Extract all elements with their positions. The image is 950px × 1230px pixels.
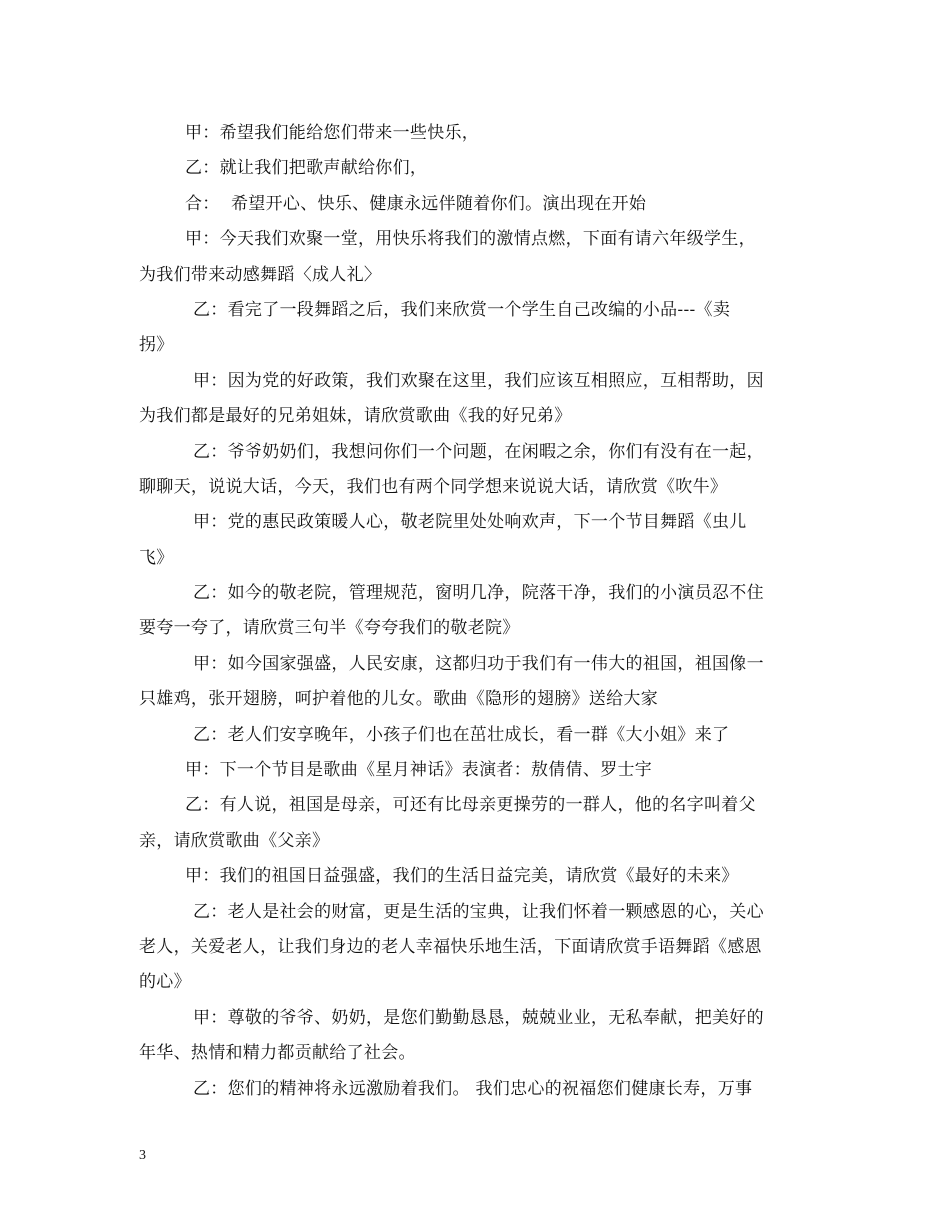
text-line: 甲：党的惠民政策暖人心，敬老院里处处响欢声，下一个节目舞蹈《虫儿 bbox=[193, 512, 747, 533]
text-line: 亲，请欣赏歌曲《父亲》 bbox=[139, 830, 330, 851]
text-line: 甲：如今国家强盛，人民安康，这都归功于我们有一伟大的祖国，祖国像一 bbox=[193, 653, 764, 674]
text-line: 乙：看完了一段舞蹈之后，我们来欣赏一个学生自己改编的小品---《卖 bbox=[193, 299, 731, 320]
text-line: 甲：我们的祖国日益强盛，我们的生活日益完美，请欣赏《最好的未来》 bbox=[185, 866, 739, 887]
page-number: 3 bbox=[139, 1148, 146, 1163]
text-line: 乙：老人是社会的财富，更是生活的宝典，让我们怀着一颗感恩的心，关心 bbox=[193, 901, 764, 922]
text-line: 乙：老人们安享晚年，小孩子们也在茁壮成长，看一群《大小姐》来了 bbox=[193, 724, 730, 745]
text-line: 乙：您们的精神将永远激励着我们。 我们忠心的祝福您们健康长寿，万事 bbox=[193, 1078, 753, 1099]
text-line: 乙：有人说，祖国是母亲，可还有比母亲更操劳的一群人，他的名字叫着父 bbox=[185, 795, 756, 816]
text-line: 甲：下一个节目是歌曲《星月神话》表演者：敖倩倩、罗士宇 bbox=[185, 760, 653, 781]
document-body bbox=[139, 116, 815, 1107]
text-line: 为我们都是最好的兄弟姐妹，请欣赏歌曲《我的好兄弟》 bbox=[139, 406, 572, 427]
text-line: 乙：就让我们把歌声献给你们， bbox=[185, 158, 428, 179]
text-line: 合： 希望开心、快乐、健康永远伴随着你们。演出现在开始 bbox=[185, 193, 647, 214]
text-line: 只雄鸡，张开翅膀，呵护着他的儿女。歌曲《隐形的翅膀》送给大家 bbox=[139, 689, 658, 710]
text-line: 乙：爷爷奶奶们，我想问你们一个问题，在闲暇之余，你们有没有在一起， bbox=[193, 441, 764, 462]
text-line: 的心》 bbox=[139, 972, 191, 993]
text-line: 老人，关爱老人，让我们身边的老人幸福快乐地生活，下面请欣赏手语舞蹈《感恩 bbox=[139, 936, 762, 957]
text-line: 年华、热情和精力都贡献给了社会。 bbox=[139, 1043, 416, 1064]
text-line: 甲：希望我们能给您们带来一些快乐， bbox=[185, 123, 480, 143]
text-line: 甲：尊敬的爷爷、奶奶，是您们勤勤恳恳，兢兢业业，无私奉献，把美好的 bbox=[193, 1007, 764, 1028]
text-line: 甲：因为党的好政策，我们欢聚在这里，我们应该互相照应，互相帮助，因 bbox=[193, 370, 764, 391]
text-line: 甲：今天我们欢聚一堂，用快乐将我们的激情点燃，下面有请六年级学生， bbox=[185, 229, 756, 250]
text-line: 拐》 bbox=[139, 335, 174, 356]
text-line: 要夸一夸了，请欣赏三句半《夸夸我们的敬老院》 bbox=[139, 618, 520, 639]
text-line: 乙：如今的敬老院，管理规范，窗明几净，院落干净，我们的小演员忍不住 bbox=[193, 583, 764, 604]
text-line: 聊聊天，说说大话，今天，我们也有两个同学想来说说大话，请欣赏《吹牛》 bbox=[139, 476, 728, 497]
text-line: 飞》 bbox=[139, 547, 174, 568]
text-line: 为我们带来动感舞蹈〈成人礼〉 bbox=[139, 264, 382, 285]
